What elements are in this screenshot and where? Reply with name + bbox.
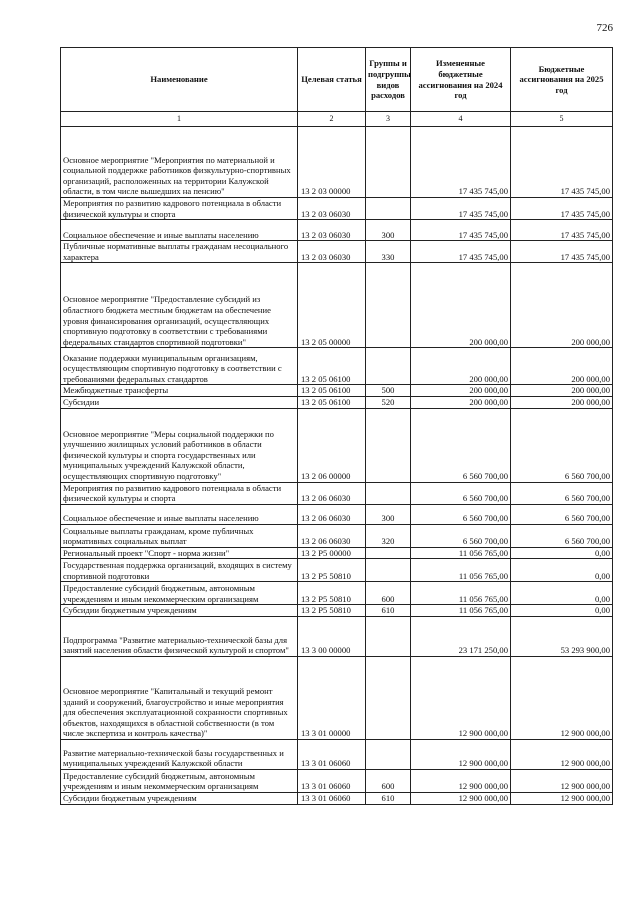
row-name: Социальные выплаты гражданам, кроме публичных нормативных социальных выплат xyxy=(61,524,298,547)
row-expense-group: 610 xyxy=(366,605,411,617)
row-expense-group xyxy=(366,559,411,582)
row-target-code: 13 2 03 06030 xyxy=(298,241,366,263)
row-name: Основное мероприятие "Предоставление субсидий из областного бюджета местным бюджетам на обеспечение уровня финансирования организаций, осуществляющих спортивную подготовку в соответствии с требованиями федеральных стандартов спортивной подготовки" xyxy=(61,263,298,348)
row-value-2024: 200 000,00 xyxy=(411,385,511,397)
table-row xyxy=(61,263,613,348)
row-expense-group: 330 xyxy=(366,241,411,263)
table-row xyxy=(61,348,613,385)
row-value-2025: 17 435 745,00 xyxy=(511,198,613,220)
row-value-2025: 17 435 745,00 xyxy=(511,241,613,263)
row-name: Социальное обеспечение и иные выплаты населению xyxy=(61,220,298,241)
row-value-2024: 6 560 700,00 xyxy=(411,408,511,482)
row-value-2024: 200 000,00 xyxy=(411,348,511,385)
row-expense-group xyxy=(366,482,411,504)
row-name: Основное мероприятие "Меры социальной поддержки по улучшению жилищных условий работников в области физической культуры и спорта государственных или муниципальных учреждений Калужской области, осуществляющих спортивную подготовку" xyxy=(61,408,298,482)
row-value-2025: 0,00 xyxy=(511,559,613,582)
row-value-2024: 17 435 745,00 xyxy=(411,241,511,263)
row-target-code: 13 2 05 06100 xyxy=(298,348,366,385)
header-name: Наименование xyxy=(61,48,298,112)
col-index-4: 4 xyxy=(411,112,511,127)
row-name: Государственная поддержка организаций, входящих в систему спортивной подготовки xyxy=(61,559,298,582)
row-value-2025: 6 560 700,00 xyxy=(511,482,613,504)
row-value-2024: 17 435 745,00 xyxy=(411,127,511,198)
row-value-2025: 12 900 000,00 xyxy=(511,656,613,739)
table-row xyxy=(61,198,613,220)
col-index-3: 3 xyxy=(366,112,411,127)
row-target-code: 13 2 03 00000 xyxy=(298,127,366,198)
table-row xyxy=(61,396,613,408)
row-value-2025: 0,00 xyxy=(511,582,613,605)
row-value-2025: 6 560 700,00 xyxy=(511,408,613,482)
row-value-2025: 200 000,00 xyxy=(511,385,613,397)
row-value-2025: 12 900 000,00 xyxy=(511,769,613,792)
table-row xyxy=(61,616,613,656)
row-target-code: 13 2 03 06030 xyxy=(298,198,366,220)
row-expense-group: 520 xyxy=(366,396,411,408)
header-row xyxy=(61,48,613,112)
table-row xyxy=(61,582,613,605)
row-name: Предоставление субсидий бюджетным, автономным учреждениям и иным некоммерческим организациям xyxy=(61,582,298,605)
row-name: Региональный проект "Спорт - норма жизни" xyxy=(61,547,298,559)
row-value-2025: 12 900 000,00 xyxy=(511,739,613,769)
row-value-2025: 0,00 xyxy=(511,605,613,617)
row-target-code: 13 2 P5 50810 xyxy=(298,559,366,582)
table-row xyxy=(61,547,613,559)
row-expense-group: 600 xyxy=(366,582,411,605)
row-value-2025: 17 435 745,00 xyxy=(511,127,613,198)
row-name: Мероприятия по развитию кадрового потенциала в области физической культуры и спорта xyxy=(61,198,298,220)
row-name: Межбюджетные трансферты xyxy=(61,385,298,397)
row-value-2025: 200 000,00 xyxy=(511,263,613,348)
row-value-2024: 6 560 700,00 xyxy=(411,482,511,504)
row-value-2025: 200 000,00 xyxy=(511,396,613,408)
budget-table xyxy=(60,47,613,805)
table-row xyxy=(61,792,613,804)
row-value-2024: 11 056 765,00 xyxy=(411,605,511,617)
row-expense-group xyxy=(366,408,411,482)
row-expense-group: 300 xyxy=(366,220,411,241)
row-name: Субсидии бюджетным учреждениям xyxy=(61,792,298,804)
row-expense-group: 610 xyxy=(366,792,411,804)
row-value-2025: 0,00 xyxy=(511,547,613,559)
row-target-code: 13 2 06 00000 xyxy=(298,408,366,482)
row-target-code: 13 2 P5 50810 xyxy=(298,582,366,605)
row-expense-group xyxy=(366,198,411,220)
row-target-code: 13 3 01 00000 xyxy=(298,656,366,739)
row-value-2024: 11 056 765,00 xyxy=(411,582,511,605)
row-expense-group: 600 xyxy=(366,769,411,792)
row-expense-group xyxy=(366,348,411,385)
row-value-2024: 11 056 765,00 xyxy=(411,547,511,559)
table-row xyxy=(61,241,613,263)
col-index-1: 1 xyxy=(61,112,298,127)
row-target-code: 13 2 03 06030 xyxy=(298,220,366,241)
row-name: Предоставление субсидий бюджетным, автономным учреждениям и иным некоммерческим организациям xyxy=(61,769,298,792)
header-2025: Бюджетные ассигнования на 2025 год xyxy=(511,48,613,112)
table-row xyxy=(61,220,613,241)
row-target-code: 13 3 01 06060 xyxy=(298,739,366,769)
row-value-2024: 17 435 745,00 xyxy=(411,220,511,241)
row-name: Оказание поддержки муниципальным организациям, осуществляющим спортивную подготовку в соответствии с требованиями федеральных стандартов xyxy=(61,348,298,385)
row-value-2024: 12 900 000,00 xyxy=(411,656,511,739)
row-value-2025: 17 435 745,00 xyxy=(511,220,613,241)
table-row xyxy=(61,559,613,582)
row-target-code: 13 3 00 00000 xyxy=(298,616,366,656)
table-row xyxy=(61,605,613,617)
header-group: Группы и подгруппы видов расходов xyxy=(366,48,411,112)
row-expense-group: 500 xyxy=(366,385,411,397)
row-name: Публичные нормативные выплаты гражданам несоциального характера xyxy=(61,241,298,263)
row-name: Основное мероприятие "Капитальный и текущий ремонт зданий и сооружений, благоустройство и иные мероприятия для обеспечения эксплуатационной сохранности спортивных объектов, находящихся в областной собственности (в том числе экспертиза и контроль качества)" xyxy=(61,656,298,739)
table-row xyxy=(61,769,613,792)
header-2024: Измененные бюджетные ассигнования на 2024 год xyxy=(411,48,511,112)
row-expense-group xyxy=(366,127,411,198)
row-value-2024: 12 900 000,00 xyxy=(411,769,511,792)
table-row xyxy=(61,385,613,397)
table-row xyxy=(61,408,613,482)
table-row xyxy=(61,656,613,739)
row-name: Основное мероприятие "Мероприятия по материальной и социальной поддержке работников физкультурно-спортивных организаций, расположенных на территории Калужской области, в том числе вышедших на пенсию" xyxy=(61,127,298,198)
row-expense-group xyxy=(366,656,411,739)
row-target-code: 13 2 05 06100 xyxy=(298,396,366,408)
row-target-code: 13 2 06 06030 xyxy=(298,524,366,547)
row-target-code: 13 2 P5 50810 xyxy=(298,605,366,617)
table-row xyxy=(61,482,613,504)
row-value-2024: 200 000,00 xyxy=(411,396,511,408)
column-index-row xyxy=(61,112,613,127)
row-value-2024: 11 056 765,00 xyxy=(411,559,511,582)
row-value-2024: 12 900 000,00 xyxy=(411,792,511,804)
row-target-code: 13 2 05 06100 xyxy=(298,385,366,397)
row-target-code: 13 3 01 06060 xyxy=(298,769,366,792)
row-target-code: 13 2 06 06030 xyxy=(298,482,366,504)
row-value-2025: 12 900 000,00 xyxy=(511,792,613,804)
row-name: Субсидии бюджетным учреждениям xyxy=(61,605,298,617)
row-expense-group xyxy=(366,263,411,348)
row-target-code: 13 3 01 06060 xyxy=(298,792,366,804)
row-value-2024: 12 900 000,00 xyxy=(411,739,511,769)
row-name: Социальное обеспечение и иные выплаты населению xyxy=(61,504,298,524)
row-value-2025: 53 293 900,00 xyxy=(511,616,613,656)
col-index-2: 2 xyxy=(298,112,366,127)
row-name: Мероприятия по развитию кадрового потенциала в области физической культуры и спорта xyxy=(61,482,298,504)
row-expense-group xyxy=(366,739,411,769)
row-target-code: 13 2 05 00000 xyxy=(298,263,366,348)
table-row xyxy=(61,504,613,524)
row-value-2024: 23 171 250,00 xyxy=(411,616,511,656)
page-number: 726 xyxy=(596,22,613,34)
row-name: Подпрограмма "Развитие материально-технической базы для занятий населения области физической культурой и спортом" xyxy=(61,616,298,656)
row-value-2025: 6 560 700,00 xyxy=(511,504,613,524)
row-value-2024: 200 000,00 xyxy=(411,263,511,348)
row-value-2024: 6 560 700,00 xyxy=(411,524,511,547)
row-name: Развитие материально-технической базы государственных и муниципальных учреждений Калужской области xyxy=(61,739,298,769)
row-value-2024: 6 560 700,00 xyxy=(411,504,511,524)
row-target-code: 13 2 06 06030 xyxy=(298,504,366,524)
row-value-2024: 17 435 745,00 xyxy=(411,198,511,220)
row-expense-group: 320 xyxy=(366,524,411,547)
row-value-2025: 6 560 700,00 xyxy=(511,524,613,547)
table-row xyxy=(61,127,613,198)
row-expense-group: 300 xyxy=(366,504,411,524)
row-expense-group xyxy=(366,547,411,559)
header-code: Целевая статья xyxy=(298,48,366,112)
row-value-2025: 200 000,00 xyxy=(511,348,613,385)
table-row xyxy=(61,524,613,547)
row-target-code: 13 2 P5 00000 xyxy=(298,547,366,559)
row-expense-group xyxy=(366,616,411,656)
row-name: Субсидии xyxy=(61,396,298,408)
col-index-5: 5 xyxy=(511,112,613,127)
table-row xyxy=(61,739,613,769)
